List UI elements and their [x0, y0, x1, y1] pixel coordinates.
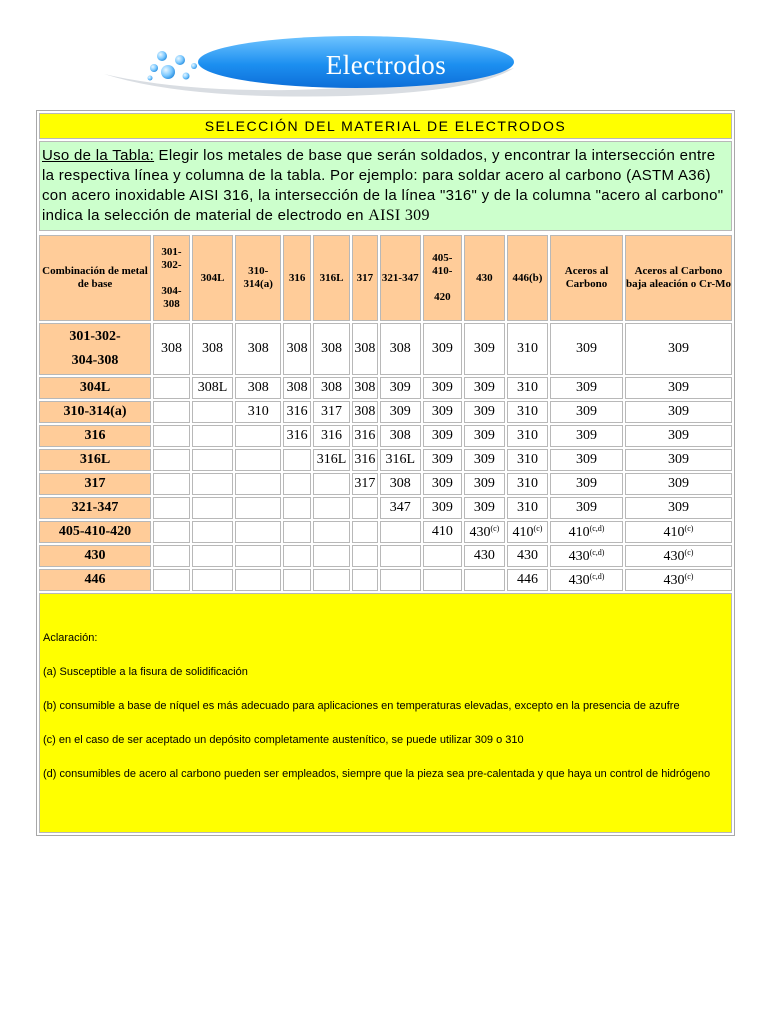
- cell-value: 308: [389, 476, 411, 491]
- table-cell: [464, 569, 505, 591]
- table-cell: [625, 449, 732, 471]
- cell-value: 430: [568, 572, 590, 588]
- table-cell: [380, 401, 421, 423]
- table-cell: [380, 449, 421, 471]
- row-header: 405-410-420: [39, 521, 151, 543]
- table-cell: [625, 569, 732, 591]
- table-cell: [283, 569, 311, 591]
- table-cell: [464, 377, 505, 399]
- table-cell: [550, 377, 623, 399]
- cell-value: 309: [473, 404, 495, 419]
- table-cell: [313, 473, 350, 495]
- cell-footnote: (c): [684, 571, 694, 581]
- table-cell: [153, 377, 190, 399]
- table-cell: [380, 569, 421, 591]
- table-cell: [352, 569, 378, 591]
- row-header: 446: [39, 569, 151, 591]
- cell-value: 309: [431, 452, 453, 467]
- cell-value: 309: [668, 341, 689, 356]
- table-cell: [283, 521, 311, 543]
- row-header: 310-314(a): [39, 401, 151, 423]
- cell-value: 430: [517, 548, 538, 563]
- cell-value: 309: [389, 404, 411, 419]
- column-header: 430: [464, 235, 505, 321]
- column-header: 310-314(a): [235, 235, 281, 321]
- table-row: [39, 521, 732, 543]
- table-cell: [352, 473, 378, 495]
- table-cell: [380, 323, 421, 375]
- table-row: [39, 473, 732, 495]
- column-header: 304L: [192, 235, 233, 321]
- cell-value: 309: [576, 404, 598, 419]
- table-cell: [283, 497, 311, 519]
- cell-value: 309: [576, 452, 598, 467]
- cell-value: 309: [576, 500, 598, 515]
- table-cell: [153, 401, 190, 423]
- row-header: 304L: [39, 377, 151, 399]
- table-cell: [380, 545, 421, 567]
- table-cell: [235, 377, 281, 399]
- table-cell: [423, 521, 462, 543]
- notes-heading: Aclaración:: [43, 632, 98, 644]
- table-cell: [352, 545, 378, 567]
- row-header: 316L: [39, 449, 151, 471]
- usage-tail: AISI 309: [368, 207, 430, 224]
- table-cell: [423, 449, 462, 471]
- cell-value: 308: [354, 380, 376, 395]
- cell-value: 309: [431, 404, 453, 419]
- table-cell: [464, 473, 505, 495]
- cell-value: 308: [389, 341, 411, 356]
- cell-footnote: (c,d): [589, 523, 605, 533]
- table-cell: [235, 473, 281, 495]
- table-row: [39, 377, 732, 399]
- table-cell: [464, 521, 505, 543]
- usage-instructions: [39, 141, 732, 231]
- table-cell: [550, 425, 623, 447]
- table-cell: [235, 449, 281, 471]
- usage-label: Uso de la Tabla:: [42, 147, 155, 164]
- column-header: 321-347: [380, 235, 421, 321]
- row-header: 317: [39, 473, 151, 495]
- table-cell: [507, 497, 548, 519]
- cell-value: 309: [668, 476, 689, 491]
- cell-value: 308: [389, 428, 411, 443]
- cell-value: 310: [517, 341, 538, 356]
- table-cell: [313, 569, 350, 591]
- cell-value: 310: [517, 452, 538, 467]
- table-cell: [352, 449, 378, 471]
- table-cell: [625, 323, 732, 375]
- cell-value: 309: [576, 476, 598, 491]
- table-cell: [153, 449, 190, 471]
- table-cell: [625, 425, 732, 447]
- table-cell: [380, 473, 421, 495]
- table-cell: [625, 401, 732, 423]
- cell-value: 309: [473, 341, 495, 356]
- table-cell: [625, 521, 732, 543]
- table-cell: [313, 401, 350, 423]
- table-cell: [423, 473, 462, 495]
- table-cell: [550, 497, 623, 519]
- cell-value: 430: [473, 548, 495, 563]
- column-header: 446(b): [507, 235, 548, 321]
- table-cell: [283, 401, 311, 423]
- table-cell: [313, 377, 350, 399]
- table-cell: [235, 569, 281, 591]
- table-row: [39, 401, 732, 423]
- note-b: (b) consumible a base de níquel es más adecuado para aplicaciones en temperaturas elevadas, excepto en la presencia de azufre: [43, 700, 680, 712]
- cell-value: 316: [354, 428, 376, 443]
- cell-value: 308: [354, 404, 376, 419]
- table-cell: [313, 449, 350, 471]
- table-cell: [192, 449, 233, 471]
- cell-value: 310: [517, 404, 538, 419]
- row-header: 430: [39, 545, 151, 567]
- cell-footnote: (c): [684, 523, 694, 533]
- cell-value: 308: [321, 380, 343, 395]
- table-cell: [423, 545, 462, 567]
- table-cell: [153, 497, 190, 519]
- cell-value: 309: [473, 452, 495, 467]
- table-cell: [464, 425, 505, 447]
- table-cell: [423, 497, 462, 519]
- cell-value: 347: [389, 500, 411, 515]
- table-cell: [352, 323, 378, 375]
- table-cell: [464, 323, 505, 375]
- table-cell: [550, 545, 623, 567]
- table-cell: [380, 425, 421, 447]
- cell-value: 309: [431, 341, 453, 356]
- cell-value: 309: [473, 476, 495, 491]
- table-row: [39, 449, 732, 471]
- table-cell: [380, 377, 421, 399]
- cell-value: 308: [160, 341, 182, 356]
- table-cell: [235, 425, 281, 447]
- table-cell: [283, 377, 311, 399]
- table-cell: [423, 569, 462, 591]
- table-cell: [283, 545, 311, 567]
- table-cell: [153, 569, 190, 591]
- table-cell: [423, 401, 462, 423]
- table-cell: [625, 497, 732, 519]
- table-cell: [283, 323, 311, 375]
- cell-value: 309: [668, 500, 689, 515]
- table-cell: [464, 401, 505, 423]
- table-cell: [550, 473, 623, 495]
- column-header: 316: [283, 235, 311, 321]
- row-header: 321-347: [39, 497, 151, 519]
- table-cell: [192, 545, 233, 567]
- cell-value: 316: [286, 404, 308, 419]
- table-cell: [192, 377, 233, 399]
- cell-value: 446: [517, 572, 538, 587]
- table-cell: [507, 425, 548, 447]
- table-cell: [153, 545, 190, 567]
- cell-value: 309: [576, 380, 598, 395]
- cell-value: 308L: [197, 380, 228, 395]
- cell-value: 308: [247, 341, 269, 356]
- table-cell: [313, 497, 350, 519]
- table-cell: [507, 569, 548, 591]
- table-cell: [283, 449, 311, 471]
- table-cell: [625, 545, 732, 567]
- column-header: 301-302- 304-308: [153, 235, 190, 321]
- column-header: 317: [352, 235, 378, 321]
- table-cell: [550, 449, 623, 471]
- table-cell: [235, 521, 281, 543]
- cell-value: 317: [321, 404, 343, 419]
- table-row: [39, 497, 732, 519]
- cell-value: 309: [431, 476, 453, 491]
- table-cell: [235, 545, 281, 567]
- table-row: [39, 425, 732, 447]
- cell-footnote: (c): [533, 523, 543, 533]
- table-cell: [507, 545, 548, 567]
- cell-value: 308: [286, 380, 308, 395]
- cell-value: 309: [431, 500, 453, 515]
- table-cell: [423, 377, 462, 399]
- banner-title: Electrodos: [325, 50, 447, 80]
- table-cell: [235, 323, 281, 375]
- table-cell: [625, 377, 732, 399]
- cell-value: 309: [431, 380, 453, 395]
- cell-value: 430: [469, 524, 491, 540]
- table-cell: [235, 497, 281, 519]
- column-header: Aceros al Carbono: [550, 235, 623, 321]
- cell-value: 310: [517, 476, 538, 491]
- table-row: [39, 569, 732, 591]
- table-cell: [352, 521, 378, 543]
- cell-value: 430: [568, 548, 590, 564]
- table-cell: [464, 449, 505, 471]
- note-d: (d) consumibles de acero al carbono pueden ser empleados, siempre que la pieza sea pre-calentada y que haya un control de hidrógeno: [43, 768, 711, 780]
- table-cell: [153, 521, 190, 543]
- cell-value: 410: [568, 524, 590, 540]
- cell-value: 310: [517, 428, 538, 443]
- table-cell: [464, 497, 505, 519]
- cell-value: 309: [576, 341, 598, 356]
- table-cell: [464, 545, 505, 567]
- table-cell: [550, 521, 623, 543]
- table-cell: [283, 473, 311, 495]
- cell-footnote: (c): [684, 547, 694, 557]
- table-cell: [507, 473, 548, 495]
- table-cell: [507, 401, 548, 423]
- table-cell: [507, 377, 548, 399]
- table-cell: [235, 401, 281, 423]
- note-c: (c) en el caso de ser aceptado un depósito completamente austenítico, se puede utilizar 309 o 310: [43, 734, 524, 746]
- cell-value: 317: [354, 476, 376, 491]
- cell-value: 316L: [316, 452, 347, 467]
- table-row: [39, 545, 732, 567]
- table-cell: [192, 473, 233, 495]
- electrode-selection-table: [36, 110, 735, 836]
- cell-value: 308: [286, 341, 308, 356]
- table-cell: [352, 401, 378, 423]
- grid-body: [39, 323, 732, 591]
- table-row: [39, 323, 732, 375]
- cell-value: 316: [286, 428, 308, 443]
- table-cell: [625, 473, 732, 495]
- row-header: 301-302- 304-308: [39, 323, 151, 375]
- cell-value: 430: [663, 548, 685, 564]
- table-cell: [192, 521, 233, 543]
- banner: [96, 30, 516, 100]
- cell-value: 410: [512, 524, 534, 540]
- cell-value: 309: [576, 428, 598, 443]
- usage-text: Elegir los metales de base que serán soldados, y encontrar la intersección entre la respectiva línea y columna de la tabla. Por ejemplo: para soldar acero al carbono (ASTM A36) con acero inoxidable AISI 316, la intersección de la línea "316" y de la columna "acero al carbono" indica la selección de material de electrodo en: [42, 147, 724, 224]
- row-header: 316: [39, 425, 151, 447]
- cell-value: 309: [668, 404, 689, 419]
- notes-box: [39, 593, 732, 833]
- table-cell: [550, 323, 623, 375]
- table-cell: [380, 497, 421, 519]
- table-cell: [313, 521, 350, 543]
- table-cell: [352, 425, 378, 447]
- table-cell: [192, 401, 233, 423]
- electrode-grid: [37, 233, 734, 593]
- column-header: Aceros al Carbono baja aleación o Cr-Mo: [625, 235, 732, 321]
- cell-value: 308: [321, 341, 343, 356]
- table-cell: [550, 569, 623, 591]
- table-cell: [313, 323, 350, 375]
- table-cell: [423, 323, 462, 375]
- table-title: SELECCIÓN DEL MATERIAL DE ELECTRODOS: [39, 113, 732, 139]
- cell-value: 309: [668, 380, 689, 395]
- cell-value: 310: [517, 380, 538, 395]
- table-cell: [313, 425, 350, 447]
- cell-value: 309: [473, 500, 495, 515]
- column-header-combination: Combinación de metal de base: [39, 235, 151, 321]
- cell-value: 410: [663, 524, 685, 540]
- table-cell: [380, 521, 421, 543]
- cell-value: 316L: [385, 452, 416, 467]
- table-cell: [192, 497, 233, 519]
- table-cell: [352, 497, 378, 519]
- cell-value: 316: [321, 428, 343, 443]
- cell-value: 308: [247, 380, 269, 395]
- column-header: 405-410- 420: [423, 235, 462, 321]
- table-cell: [192, 425, 233, 447]
- cell-value: 309: [389, 380, 411, 395]
- cell-value: 430: [663, 572, 685, 588]
- cell-footnote: (c): [490, 523, 500, 533]
- cell-value: 309: [668, 452, 689, 467]
- cell-value: 310: [517, 500, 538, 515]
- table-cell: [507, 323, 548, 375]
- table-cell: [352, 377, 378, 399]
- column-header: 316L: [313, 235, 350, 321]
- table-cell: [153, 425, 190, 447]
- table-cell: [507, 449, 548, 471]
- cell-value: 309: [473, 380, 495, 395]
- cell-value: 308: [202, 341, 224, 356]
- cell-footnote: (c,d): [589, 547, 605, 557]
- table-cell: [313, 545, 350, 567]
- table-cell: [550, 401, 623, 423]
- table-cell: [153, 473, 190, 495]
- table-cell: [283, 425, 311, 447]
- cell-value: 309: [668, 428, 689, 443]
- note-a: (a) Susceptible a la fisura de solidificación: [43, 666, 248, 678]
- header-row: [39, 235, 732, 321]
- table-cell: [192, 323, 233, 375]
- cell-value: 309: [473, 428, 495, 443]
- cell-value: 410: [431, 524, 453, 539]
- cell-footnote: (c,d): [589, 571, 605, 581]
- table-cell: [507, 521, 548, 543]
- cell-value: 308: [354, 341, 376, 356]
- table-cell: [153, 323, 190, 375]
- table-cell: [423, 425, 462, 447]
- cell-value: 316: [354, 452, 376, 467]
- table-cell: [192, 569, 233, 591]
- cell-value: 310: [247, 404, 269, 419]
- cell-value: 309: [431, 428, 453, 443]
